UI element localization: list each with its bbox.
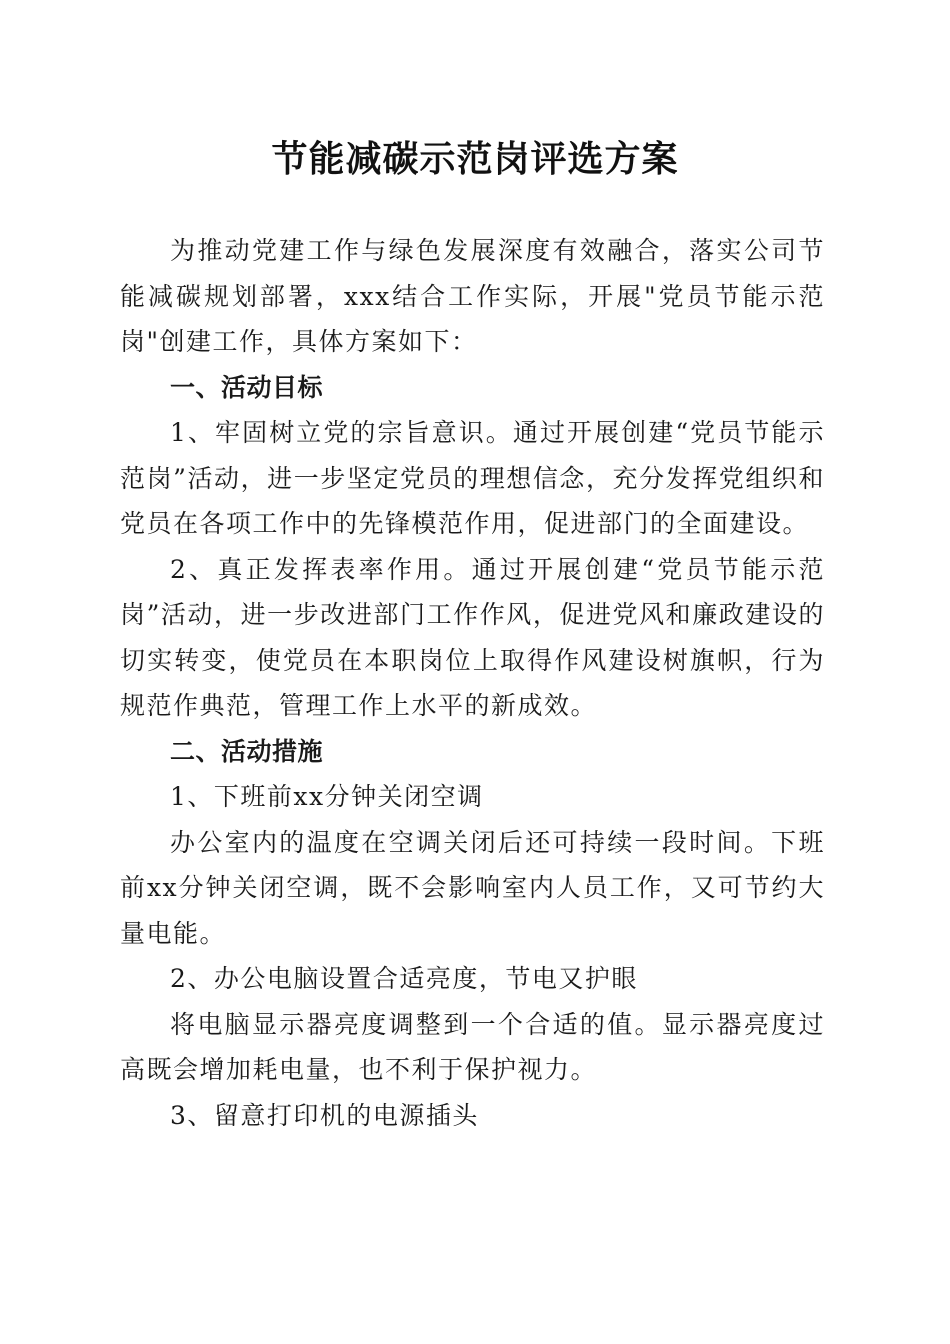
document-title: 节能减碳示范岗评选方案 xyxy=(271,138,679,180)
measure-item-2-text: 将电脑显示器亮度调整到一个合适的值。显示器亮度过高既会增加耗电量，也不利于保护视力。 xyxy=(120,1009,825,1084)
goal-item-1: 1、牢固树立党的宗旨意识。通过开展创建“党员节能示范岗”活动，进一步坚定党员的理想信念，充分发挥党组织和党员在各项工作中的先锋模范作用，促进部门的全面建设。 xyxy=(120,418,825,538)
measure-item-2-title: 2、办公电脑设置合适亮度，节电又护眼 xyxy=(170,964,638,993)
section-heading-measures: 二、活动措施 xyxy=(170,736,324,766)
intro-paragraph: 为推动党建工作与绿色发展深度有效融合，落实公司节能减碳规划部署，xxx结合工作实际，开展"党员节能示范岗"创建工作，具体方案如下： xyxy=(120,236,825,356)
section-heading-goals: 一、活动目标 xyxy=(170,372,324,402)
measure-item-1-text: 办公室内的温度在空调关闭后还可持续一段时间。下班前xx分钟关闭空调，既不会影响室内人员工作，又可节约大量电能。 xyxy=(120,827,825,948)
measure-item-1-title: 1、下班前xx分钟关闭空调 xyxy=(170,782,484,811)
measure-item-3-title: 3、留意打印机的电源插头 xyxy=(170,1100,479,1130)
document-body xyxy=(120,228,825,1138)
goal-item-2: 2、真正发挥表率作用。通过开展创建“党员节能示范岗”活动，进一步改进部门工作作风，促进党风和廉政建设的切实转变，使党员在本职岗位上取得作风建设树旗帜，行为规范作典范，管理工作上水平的新成效。 xyxy=(120,554,825,720)
